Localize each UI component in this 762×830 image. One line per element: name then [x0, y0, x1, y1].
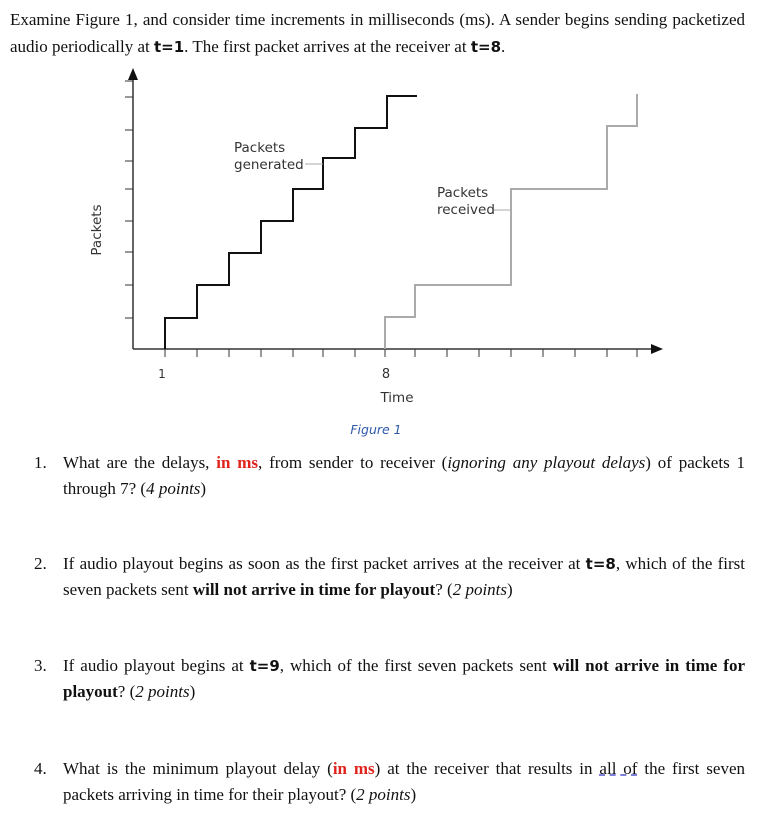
packets-generated-line: [165, 96, 417, 349]
q2-time: t=8: [585, 555, 616, 573]
q3-time: t=9: [249, 657, 280, 675]
x-tick-label-8: 8: [381, 367, 391, 382]
intro-text-1: Examine Figure 1, and consider time increments in milliseconds (ms). A sender begins sending packetized audio periodically at: [10, 10, 745, 56]
generated-label-line1: Packets: [234, 140, 286, 156]
q4-points: 2 points: [356, 785, 411, 804]
packets-received-line: [385, 94, 637, 349]
q1-in-ms: in ms: [216, 453, 259, 472]
question-2-number: 2.: [34, 554, 47, 573]
intro-text-3: .: [501, 37, 506, 56]
question-3: If audio playout begins at t=9, which of the first seven packets sent will not arrive in time for playout? (2 points): [63, 656, 745, 701]
question-4-number: 4.: [34, 759, 47, 778]
intro-time-1: t=1: [153, 38, 185, 56]
x-axis-arrow: [651, 344, 663, 354]
question-1-number: 1.: [34, 453, 47, 472]
y-axis-arrow: [128, 68, 138, 80]
q4-all-of: all of: [599, 759, 638, 778]
received-label-line2: received: [437, 202, 495, 218]
x-ticks: [165, 349, 637, 357]
x-axis-label: Time: [380, 390, 414, 406]
q4-in-ms: in ms: [332, 759, 375, 778]
y-axis-label: Packets: [89, 204, 105, 256]
question-1: What are the delays, in ms, from sender to receiver (ignoring any playout delays) of packets 1 through 7? (4 points): [63, 453, 745, 498]
y-ticks: [125, 81, 133, 318]
q1-points: 4 points: [146, 479, 201, 498]
question-2: If audio playout begins as soon as the first packet arrives at the receiver at t=8, which of the first seven packets sent will not arrive in time for playout? (2 points): [63, 554, 746, 599]
question-3-number: 3.: [34, 656, 47, 675]
intro-text-2: . The first packet arrives at the receiver at: [184, 37, 471, 56]
received-label-line1: Packets: [437, 185, 489, 201]
question-4: What is the minimum playout delay (in ms) at the receiver that results in all of the first seven packets arriving in time for their playout? (2 points): [63, 759, 745, 804]
intro-time-8: t=8: [470, 38, 502, 56]
generated-label-line2: generated: [234, 157, 304, 173]
q3-points: 2 points: [135, 682, 190, 701]
q2-points: 2 points: [452, 580, 507, 599]
x-tick-label-1: 1: [158, 367, 166, 381]
figure-caption: Figure 1: [350, 422, 402, 437]
